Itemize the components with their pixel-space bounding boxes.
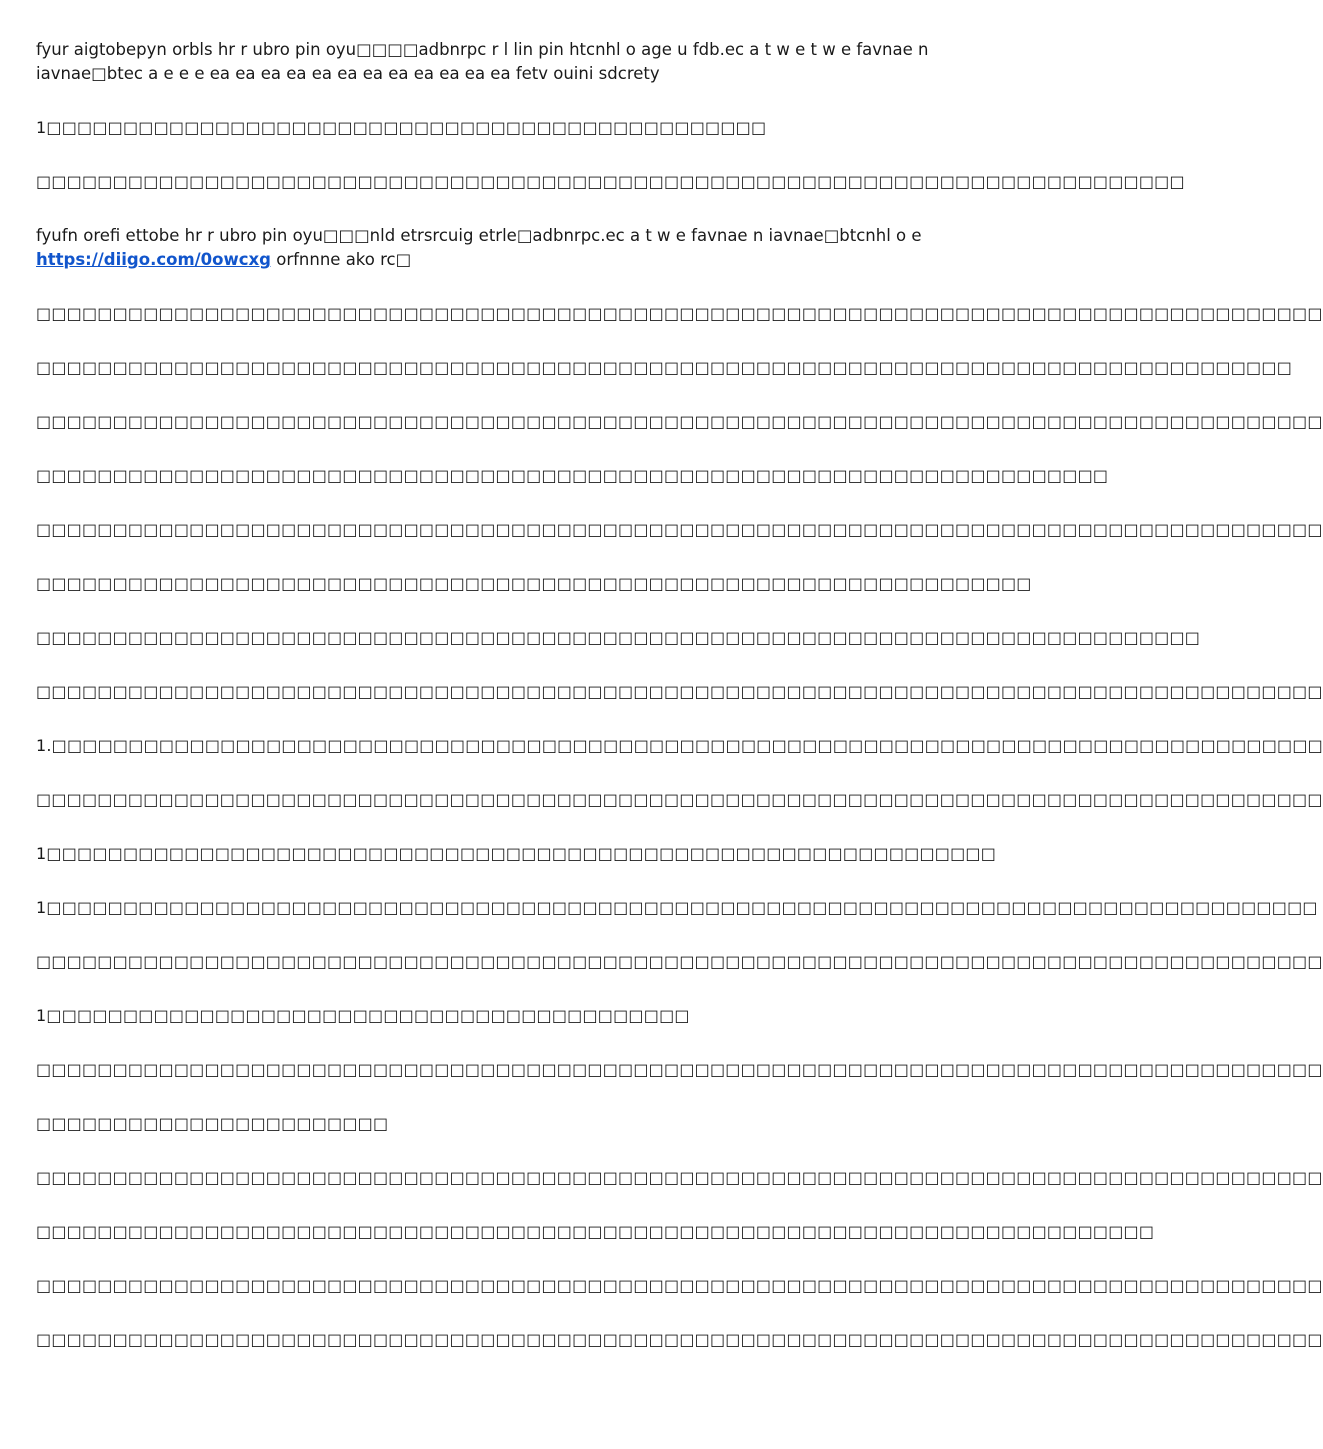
text-line: □□□□□□□□□□□□□□□□□□□□□□□□□□□□□□□□□□□□□□□□□□□□□□□□□□□□□□□□□□□□□□□□□□□□□□□□□□□□□□□□□□□□ [36,412,1323,431]
intro-paragraph: fyur aigtobepyn orbls hr r ubro pin oyu□□□□adbnrpc r l lin pin htcnhl o age u fdb.ec a t w e t w e favnae n iavnae□btec a e e e ea ea ea ea ea ea ea ea ea ea ea ea fetv ouini sdcrety [36,40,929,83]
numbered-line: 1.□□□□□□□□□□□□□□□□□□□□□□□□□□□□□□□□□□□□□□□□□□□□□□□□□□□□□□□□□□□□□□□□□□□□□□□□□□□□□□□□□□□ [36,736,1323,755]
numbered-line: 1□□□□□□□□□□□□□□□□□□□□□□□□□□□□□□□□□□□□□□□□□□□□□□□□□□□□□□□□□□□□□□ [36,844,997,863]
document-page [36,38,1323,1352]
numbered-line: 1□□□□□□□□□□□□□□□□□□□□□□□□□□□□□□□□□□□□□□□□□□□□□□□ [36,118,767,137]
text-line: □□□□□□□□□□□□□□□□□□□□□□□□□□□□□□□□□□□□□□□□□□□□□□□□□□□□□□□□□□□□□□□□□□□□□□□□□□□□ [36,628,1201,647]
text-line: □□□□□□□□□□□□□□□□□□□□□□□□□□□□□□□□□□□□□□□□□□□□□□□□□□□□□□□□□□□□□□□□□□□□□□□□□□□□□□□□□□ [36,358,1293,377]
diigo-link[interactable]: https://diigo.com/0owcxg [36,250,271,269]
numbered-line: 1□□□□□□□□□□□□□□□□□□□□□□□□□□□□□□□□□□□□□□□□□□□□□□□□□□□□□□□□□□□□□□□□□□□□□□□□□□□□□□□□□□□ [36,898,1318,917]
text-line: □□□□□□□□□□□□□□□□□□□□□□□□□□□□□□□□□□□□□□□□□□□□□□□□□□□□□□□□□□□□□□□□□□□□□□□□□□□□□□□□□□□□ [36,1060,1323,1079]
after-link-text: orfnnne ako rc□ [276,250,412,269]
text-line: □□□□□□□□□□□□□□□□□□□□□□□□□□□□□□□□□□□□□□□□□□□□□□□□□□□□□□□□□□□□□□□□□□□□□□□□□□□□□□□□□□□□ [36,682,1323,701]
text-line: □□□□□□□□□□□□□□□□□□□□□□□□□□□□□□□□□□□□□□□□□□□□□□□□□□□□□□□□□□□□□□□□□□□□□□□□□□□□□□□□□□□□ [36,520,1323,539]
text-line: □□□□□□□□□□□□□□□□□□□□□□□□□□□□□□□□□□□□□□□□□□□□□□□□□□□□□□□□□□□□□□□□□□□□□□□□□□□□□□□□□□□□ [36,790,1323,809]
numbered-line: 1□□□□□□□□□□□□□□□□□□□□□□□□□□□□□□□□□□□□□□□□□□ [36,1006,690,1025]
text-line: □□□□□□□□□□□□□□□□□□□□□□□□□□□□□□□□□□□□□□□□□□□□□□□□□□□□□□□□□□□□□□□□□□□□□□□□□□□□□□□□□□□□ [36,1168,1323,1187]
link-paragraph-text: fyufn orefi ettobe hr r ubro pin oyu□□□nld etrsrcuig etrle□adbnrpc.ec a t w e favnae n iavnae□btcnhl o e [36,226,922,245]
text-line: □□□□□□□□□□□□□□□□□□□□□□□□□□□□□□□□□□□□□□□□□□□□□□□□□□□□□□□□□□□□□□□□□□□□□□□□□□□□□□□□□□□□ [36,952,1323,971]
text-line: □□□□□□□□□□□□□□□□□□□□□□□□□□□□□□□□□□□□□□□□□□□□□□□□□□□□□□□□□□□□□□□□□□□□□□□□□□□□□□□□□□□□ [36,1276,1323,1295]
text-line: □□□□□□□□□□□□□□□□□□□□□□□□□□□□□□□□□□□□□□□□□□□□□□□□□□□□□□□□□□□□□□□□□□□□□□□□□□□□□□□□□□□□ [36,1330,1323,1349]
text-line: □□□□□□□□□□□□□□□□□□□□□□□□□□□□□□□□□□□□□□□□□□□□□□□□□□□□□□□□□□□□□□□□□□□□□□□□□□□ [36,172,1185,191]
text-line: □□□□□□□□□□□□□□□□□□□□□□□□□□□□□□□□□□□□□□□□□□□□□□□□□□□□□□□□□□□□□□□□□□□□□□□□□ [36,1222,1155,1241]
link-paragraph [36,224,966,272]
box-lines [36,302,1323,1352]
text-line: □□□□□□□□□□□□□□□□□□□□□□□□□□□□□□□□□□□□□□□□□□□□□□□□□□□□□□□□□□□□□□□□□□□□□□□□□□□□□□□□□□□□ [36,304,1323,323]
text-line: □□□□□□□□□□□□□□□□□□□□□□□□□□□□□□□□□□□□□□□□□□□□□□□□□□□□□□□□□□□□□□□□□ [36,574,1032,593]
text-line: □□□□□□□□□□□□□□□□□□□□□□□ [36,1114,389,1133]
text-line: □□□□□□□□□□□□□□□□□□□□□□□□□□□□□□□□□□□□□□□□□□□□□□□□□□□□□□□□□□□□□□□□□□□□□□ [36,466,1109,485]
